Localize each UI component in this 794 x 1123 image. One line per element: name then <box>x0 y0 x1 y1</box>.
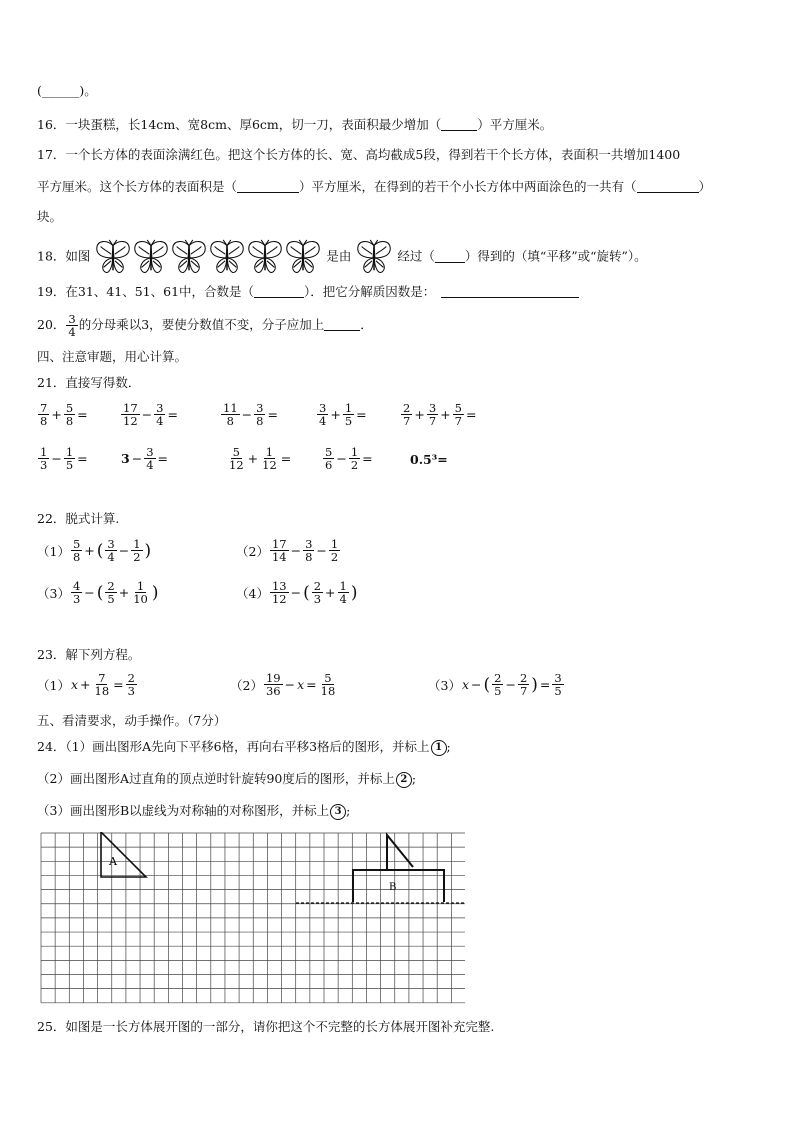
q22-problem-2: （2） $\frac{17}{14}$ − $\frac{3}{8}$ − $\frac{1}{2}$ <box>236 537 339 564</box>
q23-equation-3: （3） x − ( $\frac{2}{5}$ − $\frac{2}{7}$ ) = $\frac{3}{5}$ <box>428 671 562 698</box>
q21-expr-8: $\frac{5}{12}$ + $\frac{1}{12}$ = <box>229 445 292 472</box>
shape-a-triangle <box>101 832 146 877</box>
answer-blank[interactable] <box>237 180 299 193</box>
q22-problem-4: （4） $\frac{13}{12}$ − ( $\frac{2}{3}$ + $\frac{1}{4}$ ) <box>236 579 358 606</box>
q21-expr-10: 0.5³= <box>410 452 448 467</box>
question-25: 25．如图是一长方体展开图的一部分，请你把这个不完整的长方体展开图补充完整. <box>37 1019 495 1034</box>
q21-expr-2: $\frac{17}{12}$ − $\frac{3}{4}$ = <box>123 401 178 428</box>
butterfly-icon <box>132 238 170 276</box>
q22-title: 22．脱式计算. <box>37 511 120 526</box>
q21-expr-5: $\frac{2}{7}$ + $\frac{3}{7}$ + $\frac{5}{7}$ = <box>403 401 477 428</box>
shape-a-label: A <box>109 855 117 868</box>
q16-text-pre: 16．一块蛋糕，长14cm、宽8cm、厚6cm，切一刀，表面积最少增加（ <box>37 117 442 132</box>
circled-number-2: 2 <box>396 772 412 788</box>
q21-expr-1: $\frac{7}{8}$ + $\frac{5}{8}$ = <box>40 401 88 428</box>
answer-blank[interactable] <box>435 250 465 263</box>
question-18 <box>37 238 647 276</box>
q23-equation-2: （2） $\frac{19}{36}$ − x = $\frac{5}{18}$ <box>230 671 336 698</box>
q22-problem-1: （1） $\frac{5}{8}$ + ( $\frac{3}{4}$ − $\frac{1}{2}$ ) <box>37 537 152 564</box>
q17-text-pre: 平方厘米。这个长方体的表面积是（ <box>37 179 238 194</box>
q21-expr-6: $\frac{1}{3}$ − $\frac{1}{5}$ = <box>40 445 88 472</box>
circled-number-3: 3 <box>330 804 346 820</box>
q21-expr-4: $\frac{3}{4}$ + $\frac{1}{5}$ = <box>319 401 367 428</box>
q21-expr-7: 3 − $\frac{3}{4}$ = <box>121 445 168 472</box>
q20-text-pre: 20． <box>37 317 66 332</box>
q20-text-post-b: ． <box>360 317 373 332</box>
question-17-line1: 17．一个长方体的表面涂满红色。把这个长方体的长、宽、高均截成5段，得到若干个长方体，表面积一共增加1400 <box>37 147 681 162</box>
q23-equation-1: （1） x + $\frac{7}{18}$ = $\frac{2}{3}$ <box>37 671 135 698</box>
q19-text-mid: ）．把它分解质因数是： <box>304 284 436 299</box>
question-19 <box>37 283 579 301</box>
q17-text-mid: ）平方厘米，在得到的若干个小长方体中两面涂色的一共有（ <box>299 179 637 194</box>
section-5-title: 五、看清要求，动手操作。（7分） <box>37 713 227 728</box>
answer-blank[interactable] <box>324 318 360 331</box>
q20-text-post-a: 的分母乘以3，要使分数值不变，分子应加上 <box>78 317 325 332</box>
butterfly-icon <box>94 238 132 276</box>
q24-line-2: （2）画出图形A过直角的顶点逆时针旋转90度后的图形，并标上 2 ; <box>37 771 417 786</box>
fraction: $\frac{3}{4}$ <box>68 312 76 339</box>
answer-blank[interactable] <box>441 285 579 298</box>
question-20 <box>37 310 373 340</box>
q15-tail: (______)。 <box>37 83 97 98</box>
q18-text-post-a: 经过（ <box>397 248 435 264</box>
q24-line-1: 24．（1）画出图形A先向下平移6格，再向右平移3格后的图形，并标上 1 ; <box>37 739 451 754</box>
section-4-title: 四、注意审题，用心计算。 <box>37 349 188 364</box>
q16-text-post: ）平方厘米。 <box>477 117 553 132</box>
butterfly-single <box>355 249 393 264</box>
question-16 <box>37 116 552 134</box>
q18-text-pre: 18．如图 <box>37 248 91 264</box>
q21-expr-9: $\frac{5}{6}$ − $\frac{1}{2}$ = <box>325 445 373 472</box>
shape-b-label: B <box>389 882 397 893</box>
butterfly-row <box>94 249 322 264</box>
q22-problem-3: （3） $\frac{4}{3}$ − ( $\frac{2}{5}$ + $\frac{1}{10}$ ) <box>37 579 159 606</box>
q19-text-pre: 19．在31、41、51、61中，合数是（ <box>37 284 255 299</box>
butterfly-icon <box>355 238 393 276</box>
answer-blank[interactable] <box>441 118 477 131</box>
answer-blank[interactable] <box>637 180 699 193</box>
q18-text-post-b: ）得到的（填“平移”或“旋转”）。 <box>464 248 647 264</box>
answer-blank[interactable] <box>254 285 304 298</box>
butterfly-icon <box>170 238 208 276</box>
q21-title: 21．直接写得数． <box>37 375 141 390</box>
circled-number-1: 1 <box>431 740 447 756</box>
butterfly-icon <box>208 238 246 276</box>
q18-text-mid: 是由 <box>326 248 352 264</box>
drawing-grid[interactable] <box>40 832 465 1008</box>
butterfly-icon <box>284 238 322 276</box>
butterfly-icon <box>246 238 284 276</box>
question-17-line3: 块。 <box>37 209 63 224</box>
q21-expr-3: $\frac{11}{8}$ − $\frac{3}{8}$ = <box>223 401 278 428</box>
q23-title: 23．解下列方程。 <box>37 647 141 662</box>
q24-line-3: （3）画出图形B以虚线为对称轴的对称图形，并标上 3 ; <box>37 803 351 818</box>
question-17-line2 <box>37 178 711 196</box>
grid-lines <box>41 833 465 1003</box>
q17-text-post: ） <box>698 179 712 194</box>
